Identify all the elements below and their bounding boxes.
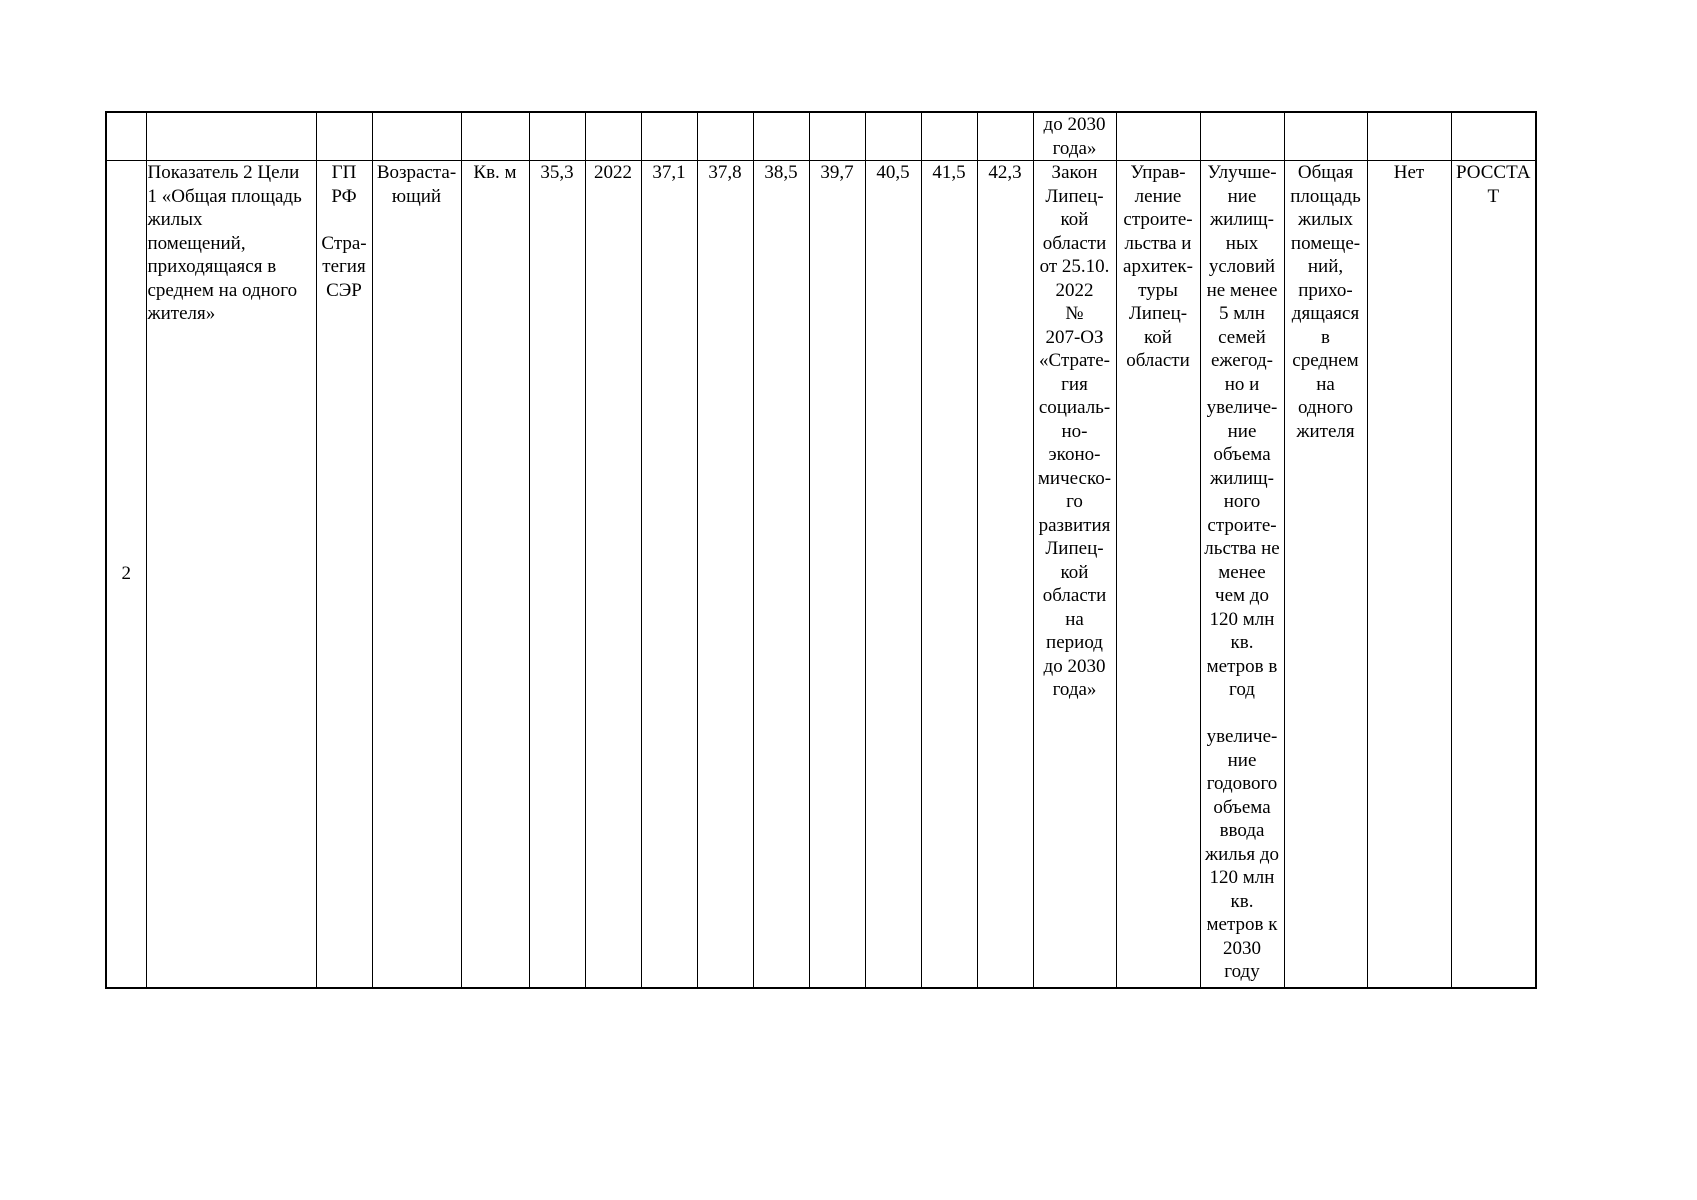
national-goal-line: но и (1224, 373, 1260, 395)
cell-empty (529, 112, 585, 161)
cell-empty (921, 112, 977, 161)
document-line: развития (1038, 514, 1111, 536)
national-goal-line: ного (1223, 491, 1261, 512)
cell-trend (372, 161, 461, 989)
gp-indicator-line: Общая (1297, 162, 1354, 183)
national-goal-gap (1202, 702, 1283, 726)
gp-indicator-line: ний, (1307, 256, 1344, 277)
cell-empty (753, 112, 809, 161)
indicator-line: приходящаяся в (147, 256, 277, 277)
indicator-line: жителя» (147, 303, 216, 324)
cell-value: 42,3 (977, 161, 1033, 989)
document-line: области (1042, 232, 1107, 254)
responsible-line: Управ- (1130, 162, 1186, 183)
national-goal-line: объема (1213, 444, 1271, 465)
national-goal-line: метров в (1206, 655, 1278, 677)
indicator-line: 1 «Общая площадь (147, 185, 302, 207)
cell-empty (1451, 112, 1536, 161)
cell-indicator-name (146, 161, 316, 989)
document-line: области (1042, 585, 1107, 606)
cell-empty (809, 112, 865, 161)
national-goal-line: льства не (1204, 538, 1280, 559)
national-goal-line: ние (1227, 749, 1257, 771)
cell-value: 37,1 (641, 161, 697, 989)
cell-level (316, 161, 372, 989)
gp-indicator-line: среднем (1292, 350, 1359, 371)
national-goal-line: менее (1218, 561, 1266, 583)
document-line: гия (1061, 373, 1088, 395)
cell-value: 39,7 (809, 161, 865, 989)
document-line: мическо- (1037, 467, 1112, 489)
cell-source (1451, 161, 1536, 989)
table-row-continuation (106, 112, 1536, 161)
cell-flag: Нет (1367, 161, 1451, 989)
document-line: кой (1060, 209, 1089, 230)
cell-empty (372, 112, 461, 161)
indicator-line: жилых (147, 209, 203, 230)
national-goal-line: годового (1206, 773, 1278, 794)
document-line: эконо- (1048, 444, 1101, 465)
gp-indicator-line: прихо- (1298, 279, 1353, 301)
document-line: года» (1052, 679, 1097, 700)
national-goal-line: 5 млн (1219, 303, 1265, 324)
document-line: период (1046, 632, 1103, 653)
indicator-table-sheet (105, 111, 1537, 989)
cell-empty (1284, 112, 1367, 161)
gp-indicator-line: дящаяся (1291, 303, 1360, 324)
national-goal-line: жилья до (1204, 843, 1280, 865)
responsible-line: области (1126, 350, 1190, 371)
responsible-line: льства и (1124, 232, 1192, 254)
level-line: РФ (331, 185, 357, 207)
cell-empty (1367, 112, 1451, 161)
document-line: 207-ОЗ (1045, 326, 1104, 348)
document-line: Липец- (1045, 185, 1104, 207)
level-line: СЭР (326, 279, 362, 301)
national-goal-line: ввода (1219, 820, 1265, 841)
responsible-line: кой (1144, 326, 1172, 348)
trend-line: ющий (391, 185, 442, 207)
national-goal-line: увеличе- (1206, 726, 1278, 747)
cell-empty (461, 112, 529, 161)
cell-empty (1200, 112, 1284, 161)
document-line: кой (1060, 561, 1089, 583)
document-line: на (1065, 608, 1084, 630)
cell-value: 40,5 (865, 161, 921, 989)
cell-empty (1116, 112, 1200, 161)
document-line: № (1065, 303, 1084, 324)
document-line: но- (1061, 420, 1088, 442)
document-line: Закон (1051, 162, 1098, 183)
national-goal-line: метров к (1206, 914, 1278, 935)
national-goal-line: семей (1218, 326, 1266, 348)
trend-line: Возраста- (376, 162, 457, 183)
national-goal-line: Улучше- (1207, 162, 1277, 183)
responsible-line: Липец- (1128, 303, 1188, 324)
cell-unit: Кв. м (461, 161, 529, 989)
national-goal-line: год (1229, 679, 1255, 700)
source-line: Т (1487, 185, 1500, 207)
responsible-line: архитек- (1123, 256, 1193, 277)
national-goal-line: не менее (1206, 279, 1278, 301)
document-line: социаль- (1038, 397, 1111, 418)
responsible-line: туры (1138, 279, 1178, 301)
cell-empty (697, 112, 753, 161)
national-goal-line: кв. (1230, 632, 1254, 653)
document-line: го (1066, 491, 1083, 512)
national-goal-line: строите- (1207, 514, 1277, 536)
cell-value: 38,5 (753, 161, 809, 989)
indicator-line: помещений, (147, 232, 246, 254)
national-goal-line: ных (1225, 232, 1259, 254)
national-goal-line: условий (1208, 256, 1276, 277)
national-goal-line: чем до (1215, 585, 1269, 606)
gp-indicator-line: жителя (1296, 420, 1355, 442)
gp-indicator-line: помеще- (1290, 232, 1361, 254)
cell-value: 37,8 (697, 161, 753, 989)
national-goal-line: жилищ- (1210, 209, 1274, 230)
cell-responsible (1116, 161, 1200, 989)
level-line: ГП (331, 162, 357, 183)
document-line: до 2030 (1043, 655, 1106, 677)
national-goal-line: ние (1227, 185, 1257, 207)
document-line: «Страте- (1039, 350, 1110, 371)
cell-base-value: 35,3 (529, 161, 585, 989)
cell-empty (106, 112, 146, 161)
document-line: 2022 (1055, 279, 1094, 301)
cell-empty (585, 112, 641, 161)
cell-document (1033, 161, 1116, 989)
gp-indicator-line: площадь (1290, 185, 1361, 207)
cell-law-tail (1033, 112, 1116, 161)
cell-national-goal (1200, 161, 1284, 989)
responsible-line: строите- (1123, 209, 1193, 230)
level-line: Стра- (321, 232, 367, 254)
national-goal-line: 120 млн (1209, 608, 1275, 630)
cell-empty (316, 112, 372, 161)
gp-indicator-line: одного (1297, 397, 1354, 418)
indicator-table (105, 111, 1537, 989)
level-line: тегия (322, 256, 366, 277)
law-tail-line: года» (1052, 137, 1097, 159)
national-goal-line: году (1224, 961, 1260, 982)
cell-empty (146, 112, 316, 161)
cell-empty (865, 112, 921, 161)
national-goal-line: 120 млн (1209, 867, 1275, 888)
cell-base-year: 2022 (585, 161, 641, 989)
gp-indicator-line: на (1316, 373, 1335, 395)
cell-value: 41,5 (921, 161, 977, 989)
cell-row-number: 2 (106, 161, 146, 989)
cell-empty (977, 112, 1033, 161)
indicator-line: Показатель 2 Цели (147, 162, 300, 183)
responsible-line: ление (1134, 185, 1182, 207)
level-gap (318, 208, 371, 232)
cell-gp-indicator (1284, 161, 1367, 989)
national-goal-line: объема (1213, 796, 1271, 818)
document-line: Липец- (1045, 538, 1104, 559)
national-goal-line: жилищ- (1210, 467, 1274, 489)
table-row-indicator-2 (106, 161, 1536, 989)
cell-empty (641, 112, 697, 161)
national-goal-line: 2030 (1223, 937, 1261, 959)
indicator-line: среднем на одного (147, 279, 298, 301)
national-goal-line: ежегод- (1210, 350, 1273, 371)
gp-indicator-line: в (1321, 326, 1330, 348)
source-line: РОССТА (1456, 162, 1531, 183)
gp-indicator-line: жилых (1297, 209, 1354, 230)
national-goal-line: ние (1227, 420, 1257, 442)
national-goal-line: увеличе- (1206, 397, 1278, 418)
law-tail-line: до 2030 (1043, 114, 1106, 135)
national-goal-line: кв. (1230, 890, 1254, 912)
document-line: от 25.10. (1039, 256, 1110, 277)
